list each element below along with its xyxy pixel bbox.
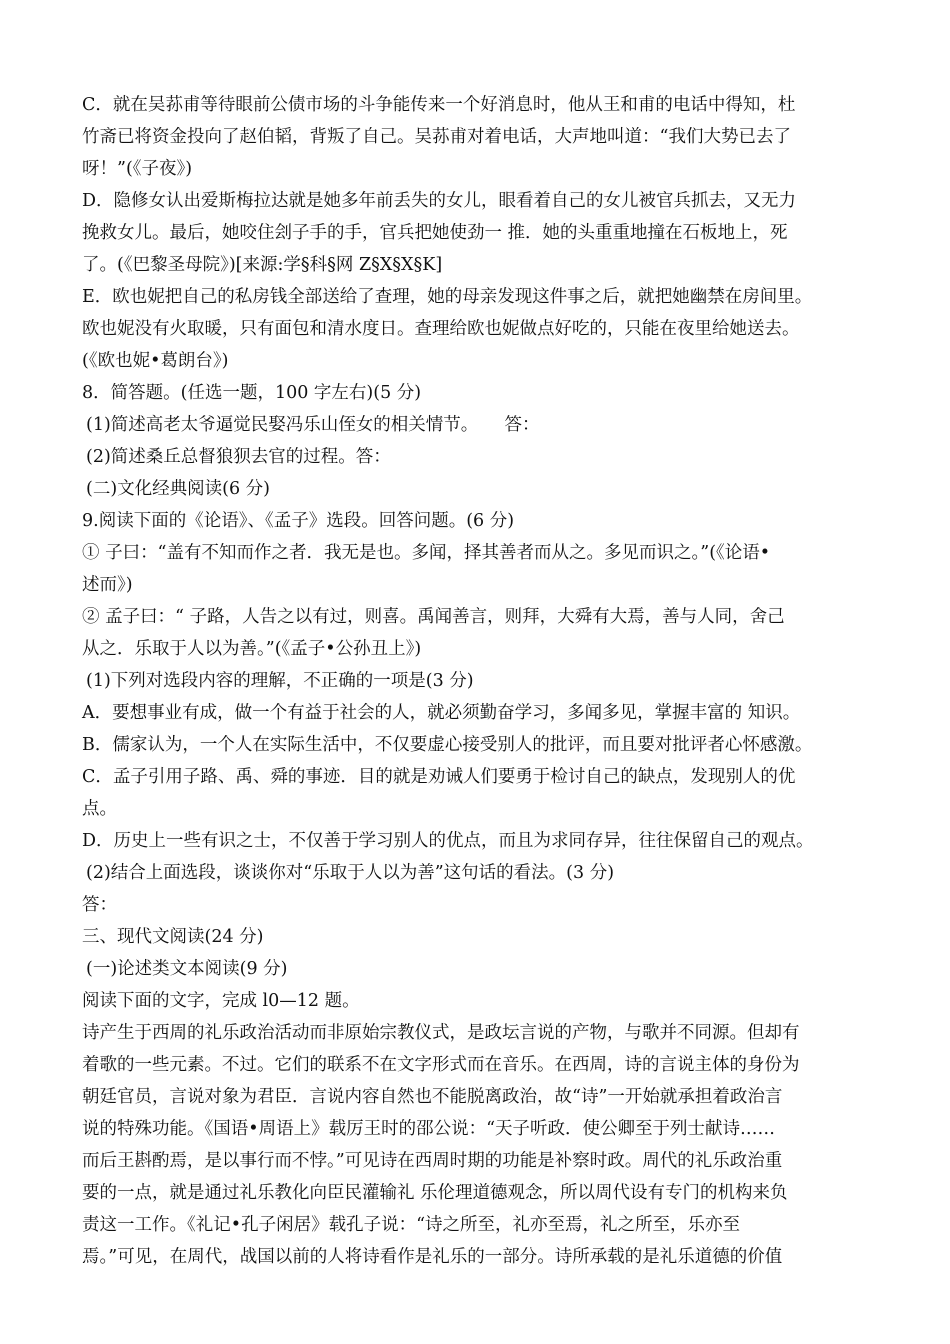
text-line: (1)简述高老太爷逼觉民娶冯乐山侄女的相关情节。 答： bbox=[86, 415, 540, 435]
text-line: 竹斋已将资金投向了赵伯韬，背叛了自己。吴荪甫对着电话，大声地叫道：“我们大势已去了 bbox=[82, 127, 791, 147]
text-line: 挽救女儿。最后，她咬住刽子手的手，官兵把她使劲一 推．她的头重重地撞在石板地上，死 bbox=[82, 223, 788, 243]
text-line: (2)简述桑丘总督狼狈去官的过程。答： bbox=[86, 447, 391, 467]
section-heading: (一)论述类文本阅读(9 分) bbox=[86, 959, 288, 979]
text-line: 了。(《巴黎圣母院》)[来源:学§科§网 Z§X§X§K] bbox=[82, 255, 443, 275]
text-line: 责这一工作。《礼记•孔子闲居》载孔子说：“诗之所至，礼亦至焉，礼之所至，乐亦至 bbox=[82, 1215, 741, 1235]
text-line: (1)下列对选段内容的理解，不正确的一项是(3 分) bbox=[86, 671, 474, 691]
text-line: 述而》) bbox=[82, 575, 133, 595]
text-line: 从之．乐取于人以为善。”(《孟子•公孙丑上》) bbox=[82, 639, 422, 659]
text-line: C．孟子引用子路、禹、舜的事迹．目的就是劝诫人们要勇于检讨自己的缺点，发现别人的优 bbox=[82, 767, 796, 787]
text-line: C．就在吴荪甫等待眼前公债市场的斗争能传来一个好消息时，他从王和甫的电话中得知，杜 bbox=[82, 95, 796, 115]
text-line: 焉。”可见，在周代，战国以前的人将诗看作是礼乐的一部分。诗所承载的是礼乐道德的价值 bbox=[82, 1247, 783, 1267]
text-line: 呀！”(《子夜》) bbox=[82, 159, 193, 179]
text-line: 朝廷官员，言说对象为君臣．言说内容自然也不能脱离政治，故“诗”一开始就承担着政治言 bbox=[82, 1087, 783, 1107]
text-line: D．隐修女认出爱斯梅拉达就是她多年前丢失的女儿，眼看着自己的女儿被官兵抓去，又无力 bbox=[82, 191, 797, 211]
text-line: 答： bbox=[82, 895, 117, 915]
text-line: 诗产生于西周的礼乐政治活动而非原始宗教仪式，是政坛言说的产物，与歌并不同源。但却有 bbox=[82, 1023, 800, 1043]
text-line: 说的特殊功能。《国语•周语上》载厉王时的邵公说：“天子听政．使公卿至于列士献诗…… bbox=[82, 1119, 776, 1139]
section-heading: 三、现代文阅读(24 分) bbox=[82, 927, 264, 947]
text-line bbox=[82, 1277, 872, 1301]
text-line: D．历史上一些有识之士，不仅善于学习别人的优点，而且为求同存异，往往保留自己的观点。 bbox=[82, 831, 814, 851]
text-line: (《欧也妮•葛朗台》) bbox=[82, 351, 229, 371]
text-line: 着歌的一些元素。不过。它们的联系不在文字形式而在音乐。在西周，诗的言说主体的身份为 bbox=[82, 1055, 800, 1075]
text-line: 点。 bbox=[82, 799, 117, 819]
question-heading: 9.阅读下面的《论语》、《孟子》选段。回答问题。(6 分) bbox=[82, 511, 515, 531]
section-heading: (二)文化经典阅读(6 分) bbox=[86, 479, 271, 499]
question-heading: 8．简答题。(任选一题，100 字左右)(5 分) bbox=[82, 383, 422, 403]
text-line: ① 子曰：“盖有不知而作之者．我无是也。多闻，择其善者而从之。多见而识之。”(《论语• bbox=[82, 543, 771, 563]
text-line: E．欧也妮把自己的私房钱全部送给了查理，她的母亲发现这件事之后，就把她幽禁在房间里。 bbox=[82, 287, 813, 307]
text-line: 而后王斟酌焉，是以事行而不悖。”可见诗在西周时期的功能是补察时政。周代的礼乐政治重 bbox=[82, 1151, 783, 1171]
text-line: 阅读下面的文字，完成 l0—12 题。 bbox=[82, 991, 360, 1011]
text-line: A．要想事业有成，做一个有益于社会的人，就必须勤奋学习，多闻多见，掌握丰富的 知识。 bbox=[82, 703, 801, 723]
text-line: (2)结合上面选段，谈谈你对“乐取于人以为善”这句话的看法。(3 分) bbox=[86, 863, 615, 883]
text-line: 欧也妮没有火取暖，只有面包和清水度日。查理给欧也妮做点好吃的，只能在夜里给她送去。 bbox=[82, 319, 800, 339]
text-line: 要的一点，就是通过礼乐教化向臣民灌输礼 乐伦理道德观念，所以周代设有专门的机构来负 bbox=[82, 1183, 788, 1203]
text-line: B．儒家认为，一个人在实际生活中，不仅要虚心接受别人的批评，而且要对批评者心怀感激。 bbox=[82, 735, 813, 755]
text-line: ② 孟子曰：“ 子路，人告之以有过，则喜。禹闻善言，则拜，大舜有大焉，善与人同，舍己 bbox=[82, 607, 785, 627]
